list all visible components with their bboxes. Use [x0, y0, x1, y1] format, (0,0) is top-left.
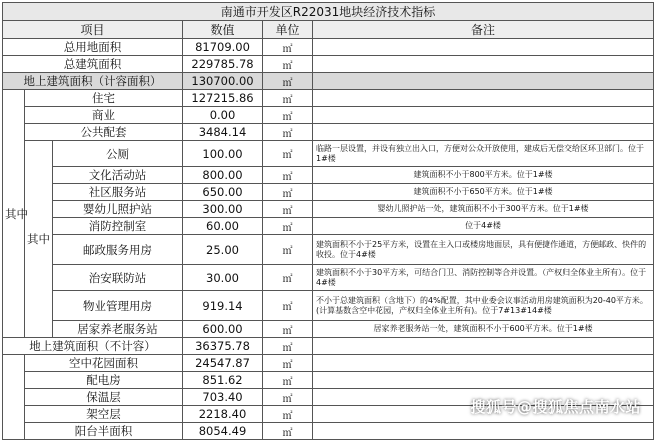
header-note: 备注: [313, 21, 654, 39]
row-label: 总建筑面积: [3, 56, 183, 73]
row-note: [313, 338, 654, 355]
row-value: 300.00: [183, 201, 263, 218]
row-unit: ㎡: [263, 265, 313, 291]
row-unit: ㎡: [263, 235, 313, 265]
row-label: 社区服务站: [53, 184, 183, 201]
row-value: 60.00: [183, 218, 263, 235]
table-title: 南通市开发区R22031地块经济技术指标: [3, 3, 654, 21]
table-row: [3, 201, 654, 218]
header-item: 项目: [3, 21, 183, 39]
row-unit: ㎡: [263, 107, 313, 124]
row-note: [313, 355, 654, 372]
table-row: [3, 338, 654, 355]
group-label-empty: [3, 355, 25, 440]
table-row: [3, 423, 654, 440]
group-label-inner: 其中: [25, 141, 53, 338]
row-label: 住宅: [25, 90, 183, 107]
row-unit: ㎡: [263, 90, 313, 107]
row-unit: ㎡: [263, 39, 313, 56]
row-value: 25.00: [183, 235, 263, 265]
row-value: 3484.14: [183, 124, 263, 141]
row-value: 24547.87: [183, 355, 263, 372]
row-note: 建筑面积不小于25平方米，设置在主入口或楼房地面层，具有便捷作通道，方便邮政、快件的收投。位于4#楼: [313, 235, 654, 265]
row-value: 100.00: [183, 141, 263, 167]
row-note: [313, 124, 654, 141]
table-row: [3, 372, 654, 389]
row-label: 公共配套: [25, 124, 183, 141]
row-label: 阳台半面积: [25, 423, 183, 440]
table-row: [3, 124, 654, 141]
table-row: [3, 39, 654, 56]
row-value: 919.14: [183, 291, 263, 321]
row-unit: ㎡: [263, 338, 313, 355]
row-unit: ㎡: [263, 321, 313, 338]
watermark: 搜狐号@搜狐焦点南水站: [470, 398, 641, 416]
row-value: 851.62: [183, 372, 263, 389]
table-row-highlight: [3, 73, 654, 90]
row-note: 建筑面积不小于30平方米，可结合门卫、消防控制等合并设置。（产权归全体业主所有）。位于4#楼: [313, 265, 654, 291]
table-row: [3, 355, 654, 372]
row-value: 650.00: [183, 184, 263, 201]
row-note: [313, 107, 654, 124]
row-note: 建筑面积不小于650平方米。位于1#楼: [313, 184, 654, 201]
table-row: [3, 56, 654, 73]
row-label: 婴幼儿照护站: [53, 201, 183, 218]
table-row: [3, 218, 654, 235]
row-label: 商业: [25, 107, 183, 124]
table-row: [3, 141, 654, 167]
row-unit: ㎡: [263, 167, 313, 184]
row-label: 居家养老服务站: [53, 321, 183, 338]
row-note: 婴幼儿照护站一处，建筑面积不小于300平方米。位于1#楼: [313, 201, 654, 218]
row-note: 居家养老服务站一处，建筑面积不小于600平方米。位于1#楼: [313, 321, 654, 338]
row-unit: ㎡: [263, 423, 313, 440]
row-label: 地上建筑面积（计容面积）: [3, 73, 183, 90]
row-unit: ㎡: [263, 56, 313, 73]
row-value: 8054.49: [183, 423, 263, 440]
row-label: 公厕: [53, 141, 183, 167]
row-note: [313, 39, 654, 56]
row-label: 配电房: [25, 372, 183, 389]
row-value: 127215.86: [183, 90, 263, 107]
indicator-table: [2, 2, 654, 440]
row-note: [313, 423, 654, 440]
row-unit: ㎡: [263, 355, 313, 372]
row-unit: ㎡: [263, 389, 313, 406]
row-value: 600.00: [183, 321, 263, 338]
row-note: [313, 372, 654, 389]
table-row: [3, 107, 654, 124]
row-label: 邮政服务用房: [53, 235, 183, 265]
row-note: [313, 90, 654, 107]
row-unit: ㎡: [263, 372, 313, 389]
row-value: 229785.78: [183, 56, 263, 73]
row-value: 0.00: [183, 107, 263, 124]
table-row: [3, 167, 654, 184]
row-note: 临路一层设置，并设有独立出入口，方便对公众开放使用，建成后无偿交给区环卫部门。位于1#楼: [313, 141, 654, 167]
row-note: 不小于总建筑面积（含地下）的4%配置，其中业委会议事活动用房建筑面积为20-40平方米。(计算基数含空中花园，产权归全体业主所有)。位于7#13#14#楼: [313, 291, 654, 321]
row-value: 130700.00: [183, 73, 263, 90]
row-label: 架空层: [25, 406, 183, 423]
row-unit: ㎡: [263, 184, 313, 201]
row-unit: ㎡: [263, 218, 313, 235]
header-row: [3, 21, 654, 39]
row-label: 治安联防站: [53, 265, 183, 291]
row-label: 地上建筑面积（不计容）: [3, 338, 183, 355]
row-value: 2218.40: [183, 406, 263, 423]
row-note: [313, 56, 654, 73]
row-note: [313, 73, 654, 90]
header-value: 数值: [183, 21, 263, 39]
row-value: 81709.00: [183, 39, 263, 56]
row-note: 建筑面积不小于800平方米。位于1#楼: [313, 167, 654, 184]
row-value: 800.00: [183, 167, 263, 184]
table-row: [3, 235, 654, 265]
row-value: 703.40: [183, 389, 263, 406]
row-label: 保温层: [25, 389, 183, 406]
row-label: 空中花园面积: [25, 355, 183, 372]
row-value: 36375.78: [183, 338, 263, 355]
row-label: 物业管理用房: [53, 291, 183, 321]
row-note: 位于4#楼: [313, 218, 654, 235]
table-row: [3, 321, 654, 338]
row-unit: ㎡: [263, 406, 313, 423]
row-value: 30.00: [183, 265, 263, 291]
title-row: [3, 3, 654, 21]
spreadsheet-sheet: [0, 2, 655, 439]
table-row: [3, 265, 654, 291]
row-label: 消防控制室: [53, 218, 183, 235]
table-row: [3, 184, 654, 201]
row-unit: ㎡: [263, 201, 313, 218]
row-label: 总用地面积: [3, 39, 183, 56]
group-label-outer: 其中: [3, 90, 25, 338]
row-unit: ㎡: [263, 73, 313, 90]
row-label: 文化活动站: [53, 167, 183, 184]
row-unit: ㎡: [263, 124, 313, 141]
row-unit: ㎡: [263, 291, 313, 321]
row-unit: ㎡: [263, 141, 313, 167]
table-row: [3, 291, 654, 321]
header-unit: 单位: [263, 21, 313, 39]
table-row: [3, 90, 654, 107]
